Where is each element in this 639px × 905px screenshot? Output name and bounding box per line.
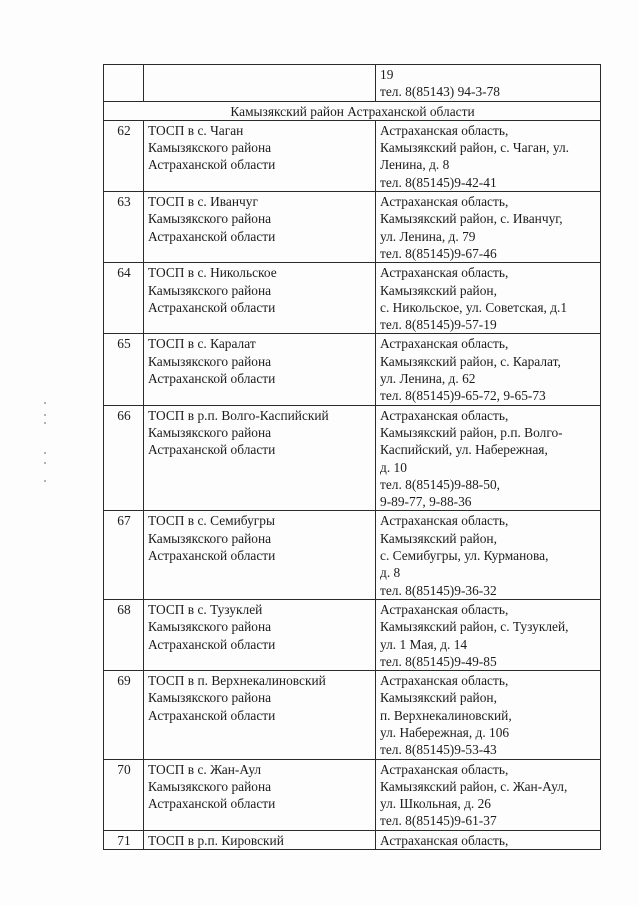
address-line: 9-89-77, 9-88-36 [380,494,472,510]
row-number-cell [104,65,144,102]
row-name-cell [144,263,376,334]
address-line: тел. 8(85145)9-57-19 [380,317,497,333]
row-address-cell [376,120,601,191]
office-name-line: ТОСП в с. Каралат [148,336,256,352]
office-name-line: ТОСП в р.п. Кировский [148,832,284,848]
address-line: Каспийский, ул. Набережная, [380,442,548,458]
row-number: 68 [104,599,144,670]
address-line: тел. 8(85145)9-65-72, 9-65-73 [380,388,546,404]
address-line: тел. 8(85145)9-53-43 [380,742,497,758]
address-line: ул. Набережная, д. 106 [380,724,510,740]
row-name-cell [144,599,376,670]
row-address-cell [376,334,601,405]
row-name-cell [144,192,376,263]
address-line: Астраханская область, [380,673,509,689]
row-address-cell [376,511,601,599]
office-name-line: Камызякского района [148,282,272,298]
address-line: с. Семибугры, ул. Курманова, [380,548,549,564]
address-line: п. Верхнекалиновский, [380,707,512,723]
address-line: Камызякский район, с. Жан-Аул, [380,778,568,794]
office-name-line: Астраханской области [148,707,276,723]
address-line: ул. 1 Мая, д. 14 [380,636,468,652]
address-line: Камызякский район, [380,282,497,298]
table-row [104,263,601,334]
address-line: тел. 8(85145)9-61-37 [380,813,497,829]
row-name-cell [144,830,376,849]
row-name-cell [144,511,376,599]
row-number: 62 [104,120,144,191]
office-name-line: ТОСП в п. Верхнекалиновский [148,673,326,689]
address-line: Камызякский район, [380,530,497,546]
office-name-line: Камызякского района [148,619,272,635]
row-address-cell [376,192,601,263]
row-address-cell [376,759,601,830]
address-line: Астраханская область, [380,832,509,848]
office-name-line: Камызякского района [148,530,272,546]
address-line: тел. 8(85145)9-42-41 [380,174,497,190]
address-line: Камызякский район, с. Каралат, [380,353,561,369]
table-row [104,671,601,759]
address-line: ул. Школьная, д. 26 [380,796,491,812]
office-name-line: ТОСП в с. Иванчуг [148,194,258,210]
office-name-line: Астраханской области [148,228,276,244]
table-row [104,599,601,670]
row-number: 67 [104,511,144,599]
office-name-line: Камызякского района [148,424,272,440]
table-row [104,511,601,599]
row-number: 64 [104,263,144,334]
address-line: 19 [380,67,394,82]
row-number: 63 [104,192,144,263]
table-row-continuation [104,65,601,102]
row-address-cell [376,263,601,334]
address-line: Астраханская область, [380,336,509,352]
address-line: ул. Ленина, д. 79 [380,228,476,244]
address-line: Камызякский район, р.п. Волго- [380,424,563,440]
table-row [104,334,601,405]
row-address-cell [376,405,601,511]
address-line: Камызякский район, с. Иванчуг, [380,211,563,227]
address-line: тел. 8(85145)9-49-85 [380,653,497,669]
row-name-cell [144,65,376,102]
office-name-line: Астраханской области [148,157,276,173]
address-line: тел. 8(85145)9-88-50, [380,476,501,492]
office-name-line: ТОСП в с. Семибугры [148,513,275,529]
address-line: д. 10 [380,459,407,475]
row-name-cell [144,405,376,511]
office-name-line: Камызякского района [148,140,272,156]
row-number: 70 [104,759,144,830]
region-header: Камызякский район Астраханской области [104,101,601,120]
row-number: 71 [104,830,144,849]
address-line: с. Никольское, ул. Советская, д.1 [380,299,568,315]
office-name-line: Камызякского района [148,690,272,706]
address-line: Астраханская область, [380,265,509,281]
address-line: Ленина, д. 8 [380,157,450,173]
table-row [104,759,601,830]
scan-artifact-dots [44,400,50,490]
row-address-cell [376,830,601,849]
table-row [104,120,601,191]
phone-line: тел. 8(85143) 94-3-78 [380,84,501,100]
address-line: Камызякский район, с. Тузуклей, [380,619,569,635]
address-line: тел. 8(85145)9-67-46 [380,245,497,261]
address-line: Камызякский район, с. Чаган, ул. [380,140,569,156]
address-line: Астраханская область, [380,761,509,777]
address-line: д. 8 [380,565,401,581]
table-row [104,192,601,263]
office-name-line: Астраханской области [148,636,276,652]
office-name-line: ТОСП в с. Жан-Аул [148,761,262,777]
address-line: Астраханская область, [380,513,509,529]
address-line: Астраханская область, [380,601,509,617]
address-line: Астраханская область, [380,122,509,138]
office-name-line: Астраханской области [148,442,276,458]
office-name-line: Астраханской области [148,548,276,564]
row-address-cell [376,599,601,670]
office-name-line: ТОСП в с. Чаган [148,122,244,138]
row-number: 66 [104,405,144,511]
office-name-line: Астраханской области [148,299,276,315]
row-name-cell [144,334,376,405]
row-number: 65 [104,334,144,405]
office-name-line: Астраханской области [148,371,276,387]
address-line: Астраханская область, [380,407,509,423]
row-name-cell [144,671,376,759]
office-name-line: Камызякского района [148,353,272,369]
address-line: Астраханская область, [380,194,509,210]
office-name-line: Камызякского района [148,778,272,794]
row-name-cell [144,120,376,191]
office-name-line: ТОСП в с. Тузуклей [148,601,263,617]
address-line: ул. Ленина, д. 62 [380,371,476,387]
row-number: 69 [104,671,144,759]
address-line: Камызякский район, [380,690,497,706]
table-row [104,830,601,849]
row-address-cell [376,65,601,102]
table-row [104,405,601,511]
address-line: тел. 8(85145)9-36-32 [380,582,497,598]
office-name-line: ТОСП в р.п. Волго-Каспийский [148,407,329,423]
row-address-cell [376,671,601,759]
region-header-row [104,101,601,120]
office-name-line: Камызякского района [148,211,272,227]
registry-table [103,64,601,850]
office-name-line: Астраханской области [148,796,276,812]
row-name-cell [144,759,376,830]
office-name-line: ТОСП в с. Никольское [148,265,277,281]
